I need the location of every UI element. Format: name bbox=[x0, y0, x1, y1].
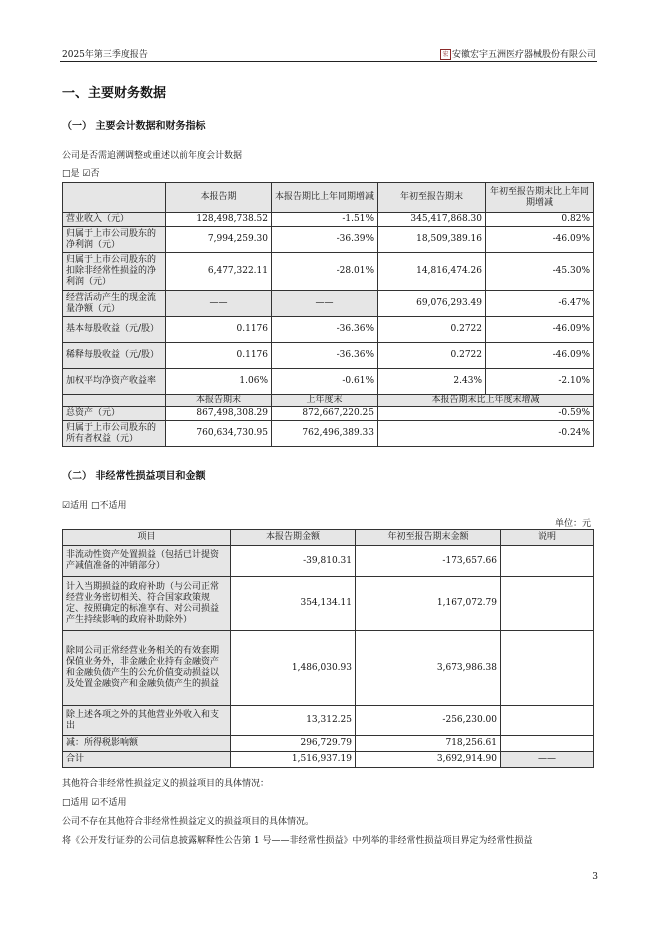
applicability-options bbox=[62, 498, 126, 511]
option-yes: □是 bbox=[62, 169, 80, 179]
table-row: 减：所得税影响额 296,729.79 718,256.61 bbox=[63, 736, 594, 752]
table-row: 除同公司正常经营业务相关的有效套期保值业务外，非金融企业持有金融资产和金融负债产生的公允价值变动损益以及处置金融资产和金融负债产生的损益 1,486,030.93 3,673,986.38 bbox=[63, 631, 594, 706]
company-header bbox=[440, 47, 596, 60]
unit-label: 单位：元 bbox=[554, 519, 591, 529]
header-divider bbox=[60, 61, 597, 62]
company-logo-icon: 宏 bbox=[440, 49, 451, 60]
table-row: 经营活动产生的现金流量净额（元） —— —— 69,076,293.49 -6.47% bbox=[63, 291, 594, 317]
col-header: 说明 bbox=[501, 530, 594, 546]
restatement-question: 公司是否需追溯调整或重述以前年度会计数据 bbox=[62, 151, 243, 161]
table-row: 加权平均净资产收益率 1.06% -0.61% 2.43% -2.10% bbox=[63, 369, 594, 395]
main-financial-table bbox=[62, 182, 594, 447]
option-applicable: ☑适用 bbox=[62, 501, 89, 511]
report-period-header: 2025年第三季度报告 bbox=[62, 50, 148, 60]
col-header: 年初至报告期末 bbox=[378, 183, 486, 213]
col-header: 本报告期 bbox=[166, 183, 272, 213]
section-title: 一、主要财务数据 bbox=[62, 86, 167, 101]
table-subheader-row: 本报告期末 上年度末 本报告期末比上年度末增减 bbox=[63, 395, 594, 407]
option-not-applicable: □不适用 bbox=[90, 501, 127, 511]
classification-note: 将《公开发行证券的公司信息披露解释性公告第 1 号——非经常性损益》中列举的非经常性损益项目界定为经常性损益 bbox=[62, 836, 533, 846]
table-header-row bbox=[63, 183, 594, 213]
subsection-title-non-recurring: （二） 非经常性损益项目和金额 bbox=[62, 471, 206, 482]
subsection-title-main-data: （一） 主要会计数据和财务指标 bbox=[62, 121, 206, 132]
col-header: 本报告期比上年同期增减 bbox=[272, 183, 378, 213]
col-header: 年初至报告期末金额 bbox=[356, 530, 501, 546]
table-row: 归属于上市公司股东的扣除非经常性损益的净利润（元） 6,477,322.11 -28.01% 14,816,474.26 -45.30% bbox=[63, 253, 594, 291]
table-row: 除上述各项之外的其他营业外收入和支出 13,312.25 -256,230.00 bbox=[63, 706, 594, 736]
page-number: 3 bbox=[592, 872, 598, 882]
option-no: ☑否 bbox=[82, 169, 100, 179]
other-items-statement: 公司不存在其他符合非经常性损益定义的损益项目的具体情况。 bbox=[62, 817, 315, 827]
table-total-row: 合计 1,516,937.19 3,692,914.90 —— bbox=[63, 752, 594, 768]
non-recurring-table bbox=[62, 529, 594, 768]
other-items-options bbox=[62, 795, 126, 808]
table-row: 归属于上市公司股东的净利润（元） 7,994,259.30 -36.39% 18,509,389.16 -46.09% bbox=[63, 227, 594, 253]
other-items-line: 其他符合非经常性损益定义的损益项目的具体情况： bbox=[62, 779, 270, 789]
col-header: 项目 bbox=[63, 530, 231, 546]
col-header: 本报告期金额 bbox=[231, 530, 356, 546]
col-header: 年初至报告期末比上年同期增减 bbox=[486, 183, 594, 213]
table-row: 总资产（元） 867,498,308.29 872,667,220.25 -0.59% bbox=[63, 407, 594, 421]
table-row: 计入当期损益的政府补助（与公司正常经营业务密切相关、符合国家政策规定、按照确定的标准享有、对公司损益产生持续影响的政府补助除外） 354,134.11 1,167,072.79 bbox=[63, 577, 594, 631]
option-not-applicable: ☑不适用 bbox=[91, 798, 127, 808]
table-header-row bbox=[63, 530, 594, 546]
table-row: 营业收入（元） 128,498,738.52 -1.51% 345,417,868.30 0.82% bbox=[63, 213, 594, 227]
company-name: 安徽宏宇五洲医疗器械股份有限公司 bbox=[451, 50, 596, 60]
table-row: 基本每股收益（元/股） 0.1176 -36.36% 0.2722 -46.09% bbox=[63, 317, 594, 343]
restatement-options bbox=[62, 166, 99, 179]
table-row: 非流动性资产处置损益（包括已计提资产减值准备的冲销部分） -39,810.31 -173,657.66 bbox=[63, 546, 594, 577]
option-applicable: □适用 bbox=[62, 798, 89, 808]
table-row: 稀释每股收益（元/股） 0.1176 -36.36% 0.2722 -46.09% bbox=[63, 343, 594, 369]
table-row: 归属于上市公司股东的所有者权益（元） 760,634,730.95 762,496,389.33 -0.24% bbox=[63, 421, 594, 447]
